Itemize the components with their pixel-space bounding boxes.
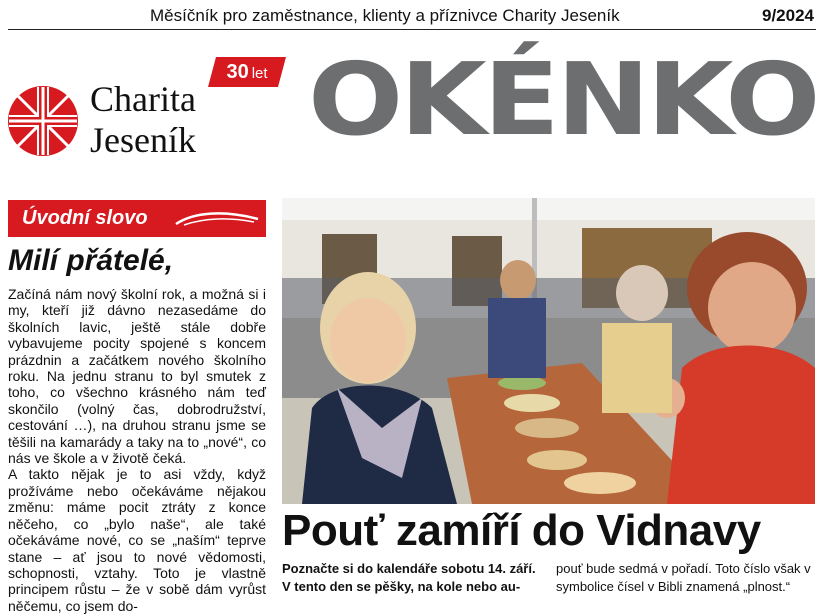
publication-tagline: Měsíčník pro zaměstnance, klienty a příznivce Charity Jeseník — [150, 6, 620, 25]
brand-name-line1: Charita — [90, 79, 196, 119]
charita-cross-icon — [6, 84, 80, 158]
anniversary-unit: let — [251, 65, 268, 82]
anniversary-number: 30 — [226, 61, 249, 83]
brand-name-line2: Jeseník — [90, 120, 196, 160]
intro-column — [8, 286, 266, 614]
greeting-heading: Milí přátelé, — [8, 244, 174, 277]
header-divider — [8, 29, 816, 30]
article-headline: Pouť zamíří do Vidnavy — [282, 506, 761, 555]
section-label: Úvodní slovo — [22, 207, 148, 229]
anniversary-badge — [208, 57, 286, 87]
intro-paragraph-1: Začíná nám nový školní rok, a možná si i my, kteří již dávno nezasedáme do školních lavic, ještě stále dobře vybavujeme pocity spojené s koncem prázdnin a začátkem nového školního roku. Na jednu stranu to byl smutek z toho, co všechno krásného nám teď skončilo (volný čas, dobrodružství, cestování …), na druhou stranu jsme se těšili na kamarády a taky na to „nové“, co nás ve škole a v životě čeká. — [8, 286, 266, 467]
group-gathering-photo — [282, 198, 815, 504]
article-lead: Poznačte si do kalendáře sobotu 14. září. V tento den se pěšky, na kole nebo au- — [282, 561, 536, 594]
swoosh-icon — [174, 210, 260, 228]
section-header-intro — [8, 200, 266, 237]
top-bar — [0, 0, 824, 30]
issue-number: 9/2024 — [762, 6, 814, 25]
article-continuation: pouť bude sedmá v pořadí. Toto číslo však v symbolice čísel v Bibli znamená „plnost.“ — [556, 561, 811, 594]
masthead-title: OKÉNKO — [308, 41, 818, 158]
intro-paragraph-2: A takto nějak je to asi vždy, když prožíváme nebo očekáváme nějakou změnu: máme pocit ztráty z konce něčeho, co „bylo naše“, ale také očekáváme nové, co se „naším“ teprve stane – ať jsou to nové vědomosti, schopnosti, vztahy. Toto je vlastně principem růstu – že v sobě dám vyrůst něčemu, co jsem do- — [8, 466, 266, 614]
